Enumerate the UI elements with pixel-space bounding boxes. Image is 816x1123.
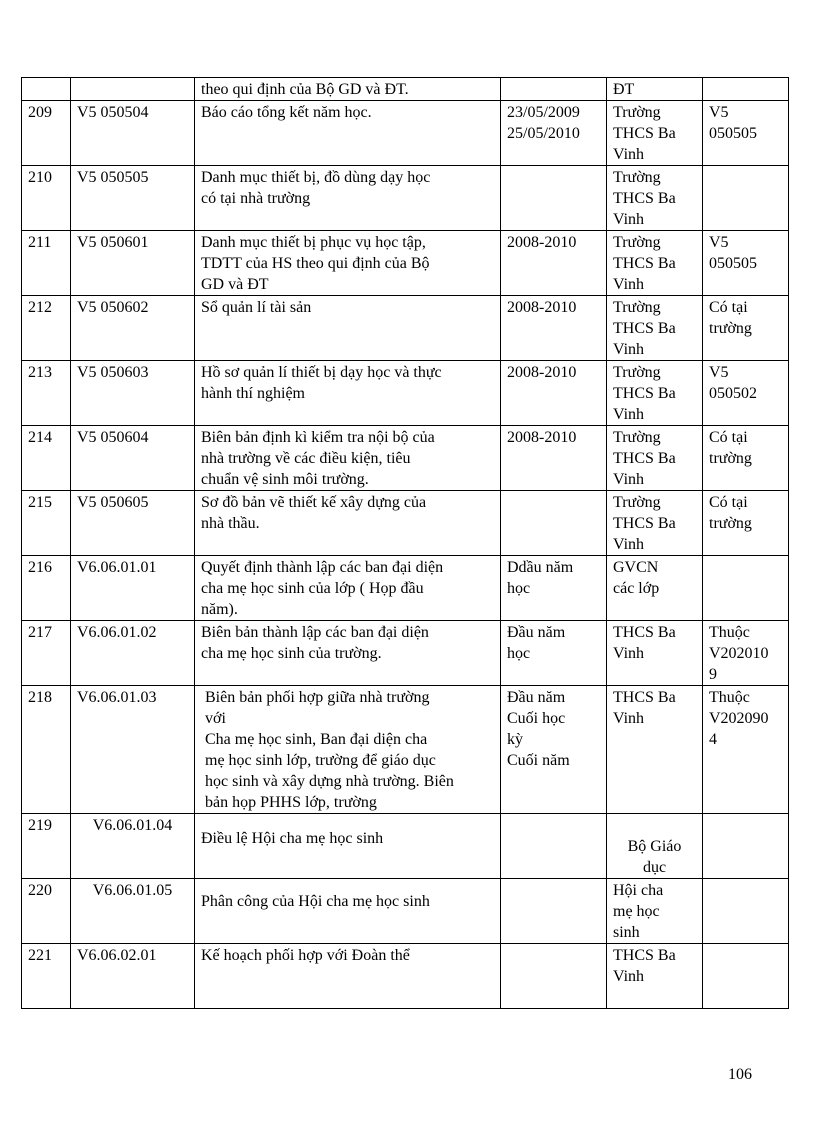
note-cell: V5 050505 — [703, 101, 789, 166]
stt-cell: 216 — [22, 556, 71, 621]
time-cell — [501, 491, 607, 556]
stt-cell: 221 — [22, 944, 71, 1009]
content-cell: Danh mục thiết bị, đồ dùng dạy học có tại nhà trường — [195, 166, 501, 231]
time-cell: 2008-2010 — [501, 231, 607, 296]
table-row — [22, 621, 789, 686]
content-cell: Kế hoạch phối hợp với Đoàn thể — [195, 944, 501, 1009]
note-cell — [703, 78, 789, 101]
time-cell: 2008-2010 — [501, 426, 607, 491]
note-cell — [703, 166, 789, 231]
time-cell: Đầu năm học — [501, 621, 607, 686]
place-cell: GVCN các lớp — [607, 556, 703, 621]
content-cell: Biên bản thành lập các ban đại diện cha mẹ học sinh của trường. — [195, 621, 501, 686]
place-cell: Hội cha mẹ học sinh — [607, 879, 703, 944]
table-row — [22, 78, 789, 101]
stt-cell: 217 — [22, 621, 71, 686]
place-cell: THCS Ba Vinh — [607, 686, 703, 814]
content-cell: Danh mục thiết bị phục vụ học tập, TDTT của HS theo qui định của Bộ GD và ĐT — [195, 231, 501, 296]
table-row — [22, 231, 789, 296]
content-cell: Báo cáo tổng kết năm học. — [195, 101, 501, 166]
time-cell: 2008-2010 — [501, 296, 607, 361]
stt-cell: 212 — [22, 296, 71, 361]
place-cell: Trường THCS Ba Vinh — [607, 361, 703, 426]
table-row — [22, 296, 789, 361]
code-cell: V6.06.02.01 — [71, 944, 195, 1009]
code-cell: V5 050603 — [71, 361, 195, 426]
place-cell: Trường THCS Ba Vinh — [607, 231, 703, 296]
code-cell — [71, 78, 195, 101]
content-cell: Hồ sơ quản lí thiết bị dạy học và thực hành thí nghiệm — [195, 361, 501, 426]
note-cell: Có tại trường — [703, 426, 789, 491]
stt-cell: 215 — [22, 491, 71, 556]
table-row — [22, 556, 789, 621]
stt-cell: 214 — [22, 426, 71, 491]
time-cell: Ddầu năm học — [501, 556, 607, 621]
place-cell: THCS Ba Vinh — [607, 944, 703, 1009]
time-cell — [501, 814, 607, 879]
note-cell — [703, 814, 789, 879]
page-number: 106 — [728, 1066, 752, 1083]
time-cell: 2008-2010 — [501, 361, 607, 426]
time-cell — [501, 78, 607, 101]
place-cell: Trường THCS Ba Vinh — [607, 491, 703, 556]
stt-cell: 211 — [22, 231, 71, 296]
code-cell: V5 050504 — [71, 101, 195, 166]
code-cell: V6.06.01.04 — [71, 814, 195, 879]
time-cell — [501, 944, 607, 1009]
content-cell: Biên bản định kì kiểm tra nội bộ của nhà trường về các điều kiện, tiêu chuẩn vệ sinh môi trường. — [195, 426, 501, 491]
content-cell: Điều lệ Hội cha mẹ học sinh — [195, 814, 501, 879]
time-cell — [501, 879, 607, 944]
table-row — [22, 944, 789, 1009]
note-cell: Có tại trường — [703, 491, 789, 556]
records-table — [21, 77, 789, 1009]
place-cell: THCS Ba Vinh — [607, 621, 703, 686]
table-row — [22, 491, 789, 556]
stt-cell — [22, 78, 71, 101]
place-cell: Trường THCS Ba Vinh — [607, 426, 703, 491]
table-row — [22, 814, 789, 879]
table-row — [22, 361, 789, 426]
place-cell: Trường THCS Ba Vinh — [607, 296, 703, 361]
code-cell: V5 050602 — [71, 296, 195, 361]
place-cell: ĐT — [607, 78, 703, 101]
note-cell: Thuộc V202090 4 — [703, 686, 789, 814]
stt-cell: 213 — [22, 361, 71, 426]
content-cell: Biên bản phối hợp giữa nhà trường với Cha mẹ học sinh, Ban đại diện cha mẹ học sinh lớp, trường để giáo dục học sinh và xây dựng nhà trường. Biên bản họp PHHS lớp, trường — [195, 686, 501, 814]
place-cell: Bộ Giáo dục — [607, 814, 703, 879]
place-cell: Trường THCS Ba Vinh — [607, 166, 703, 231]
note-cell — [703, 556, 789, 621]
table-row — [22, 426, 789, 491]
code-cell: V5 050605 — [71, 491, 195, 556]
note-cell — [703, 879, 789, 944]
time-cell — [501, 166, 607, 231]
stt-cell: 218 — [22, 686, 71, 814]
stt-cell: 219 — [22, 814, 71, 879]
content-cell: Quyết định thành lập các ban đại diện cha mẹ học sinh của lớp ( Họp đầu năm). — [195, 556, 501, 621]
table-row — [22, 166, 789, 231]
code-cell: V6.06.01.01 — [71, 556, 195, 621]
code-cell: V6.06.01.03 — [71, 686, 195, 814]
code-cell: V5 050601 — [71, 231, 195, 296]
stt-cell: 209 — [22, 101, 71, 166]
table-row — [22, 879, 789, 944]
table-row — [22, 686, 789, 814]
code-cell: V5 050505 — [71, 166, 195, 231]
content-cell: theo qui định của Bộ GD và ĐT. — [195, 78, 501, 101]
code-cell: V6.06.01.05 — [71, 879, 195, 944]
content-cell: Phân công của Hội cha mẹ học sinh — [195, 879, 501, 944]
code-cell: V5 050604 — [71, 426, 195, 491]
stt-cell: 220 — [22, 879, 71, 944]
content-cell: Sơ đồ bản vẽ thiết kế xây dựng của nhà thầu. — [195, 491, 501, 556]
code-cell: V6.06.01.02 — [71, 621, 195, 686]
stt-cell: 210 — [22, 166, 71, 231]
note-cell: V5 050505 — [703, 231, 789, 296]
time-cell: Đầu năm Cuối học kỳ Cuối năm — [501, 686, 607, 814]
place-cell: Trường THCS Ba Vinh — [607, 101, 703, 166]
note-cell: V5 050502 — [703, 361, 789, 426]
note-cell: Thuộc V202010 9 — [703, 621, 789, 686]
note-cell: Có tại trường — [703, 296, 789, 361]
time-cell: 23/05/2009 25/05/2010 — [501, 101, 607, 166]
content-cell: Sổ quản lí tài sản — [195, 296, 501, 361]
table-row — [22, 101, 789, 166]
note-cell — [703, 944, 789, 1009]
